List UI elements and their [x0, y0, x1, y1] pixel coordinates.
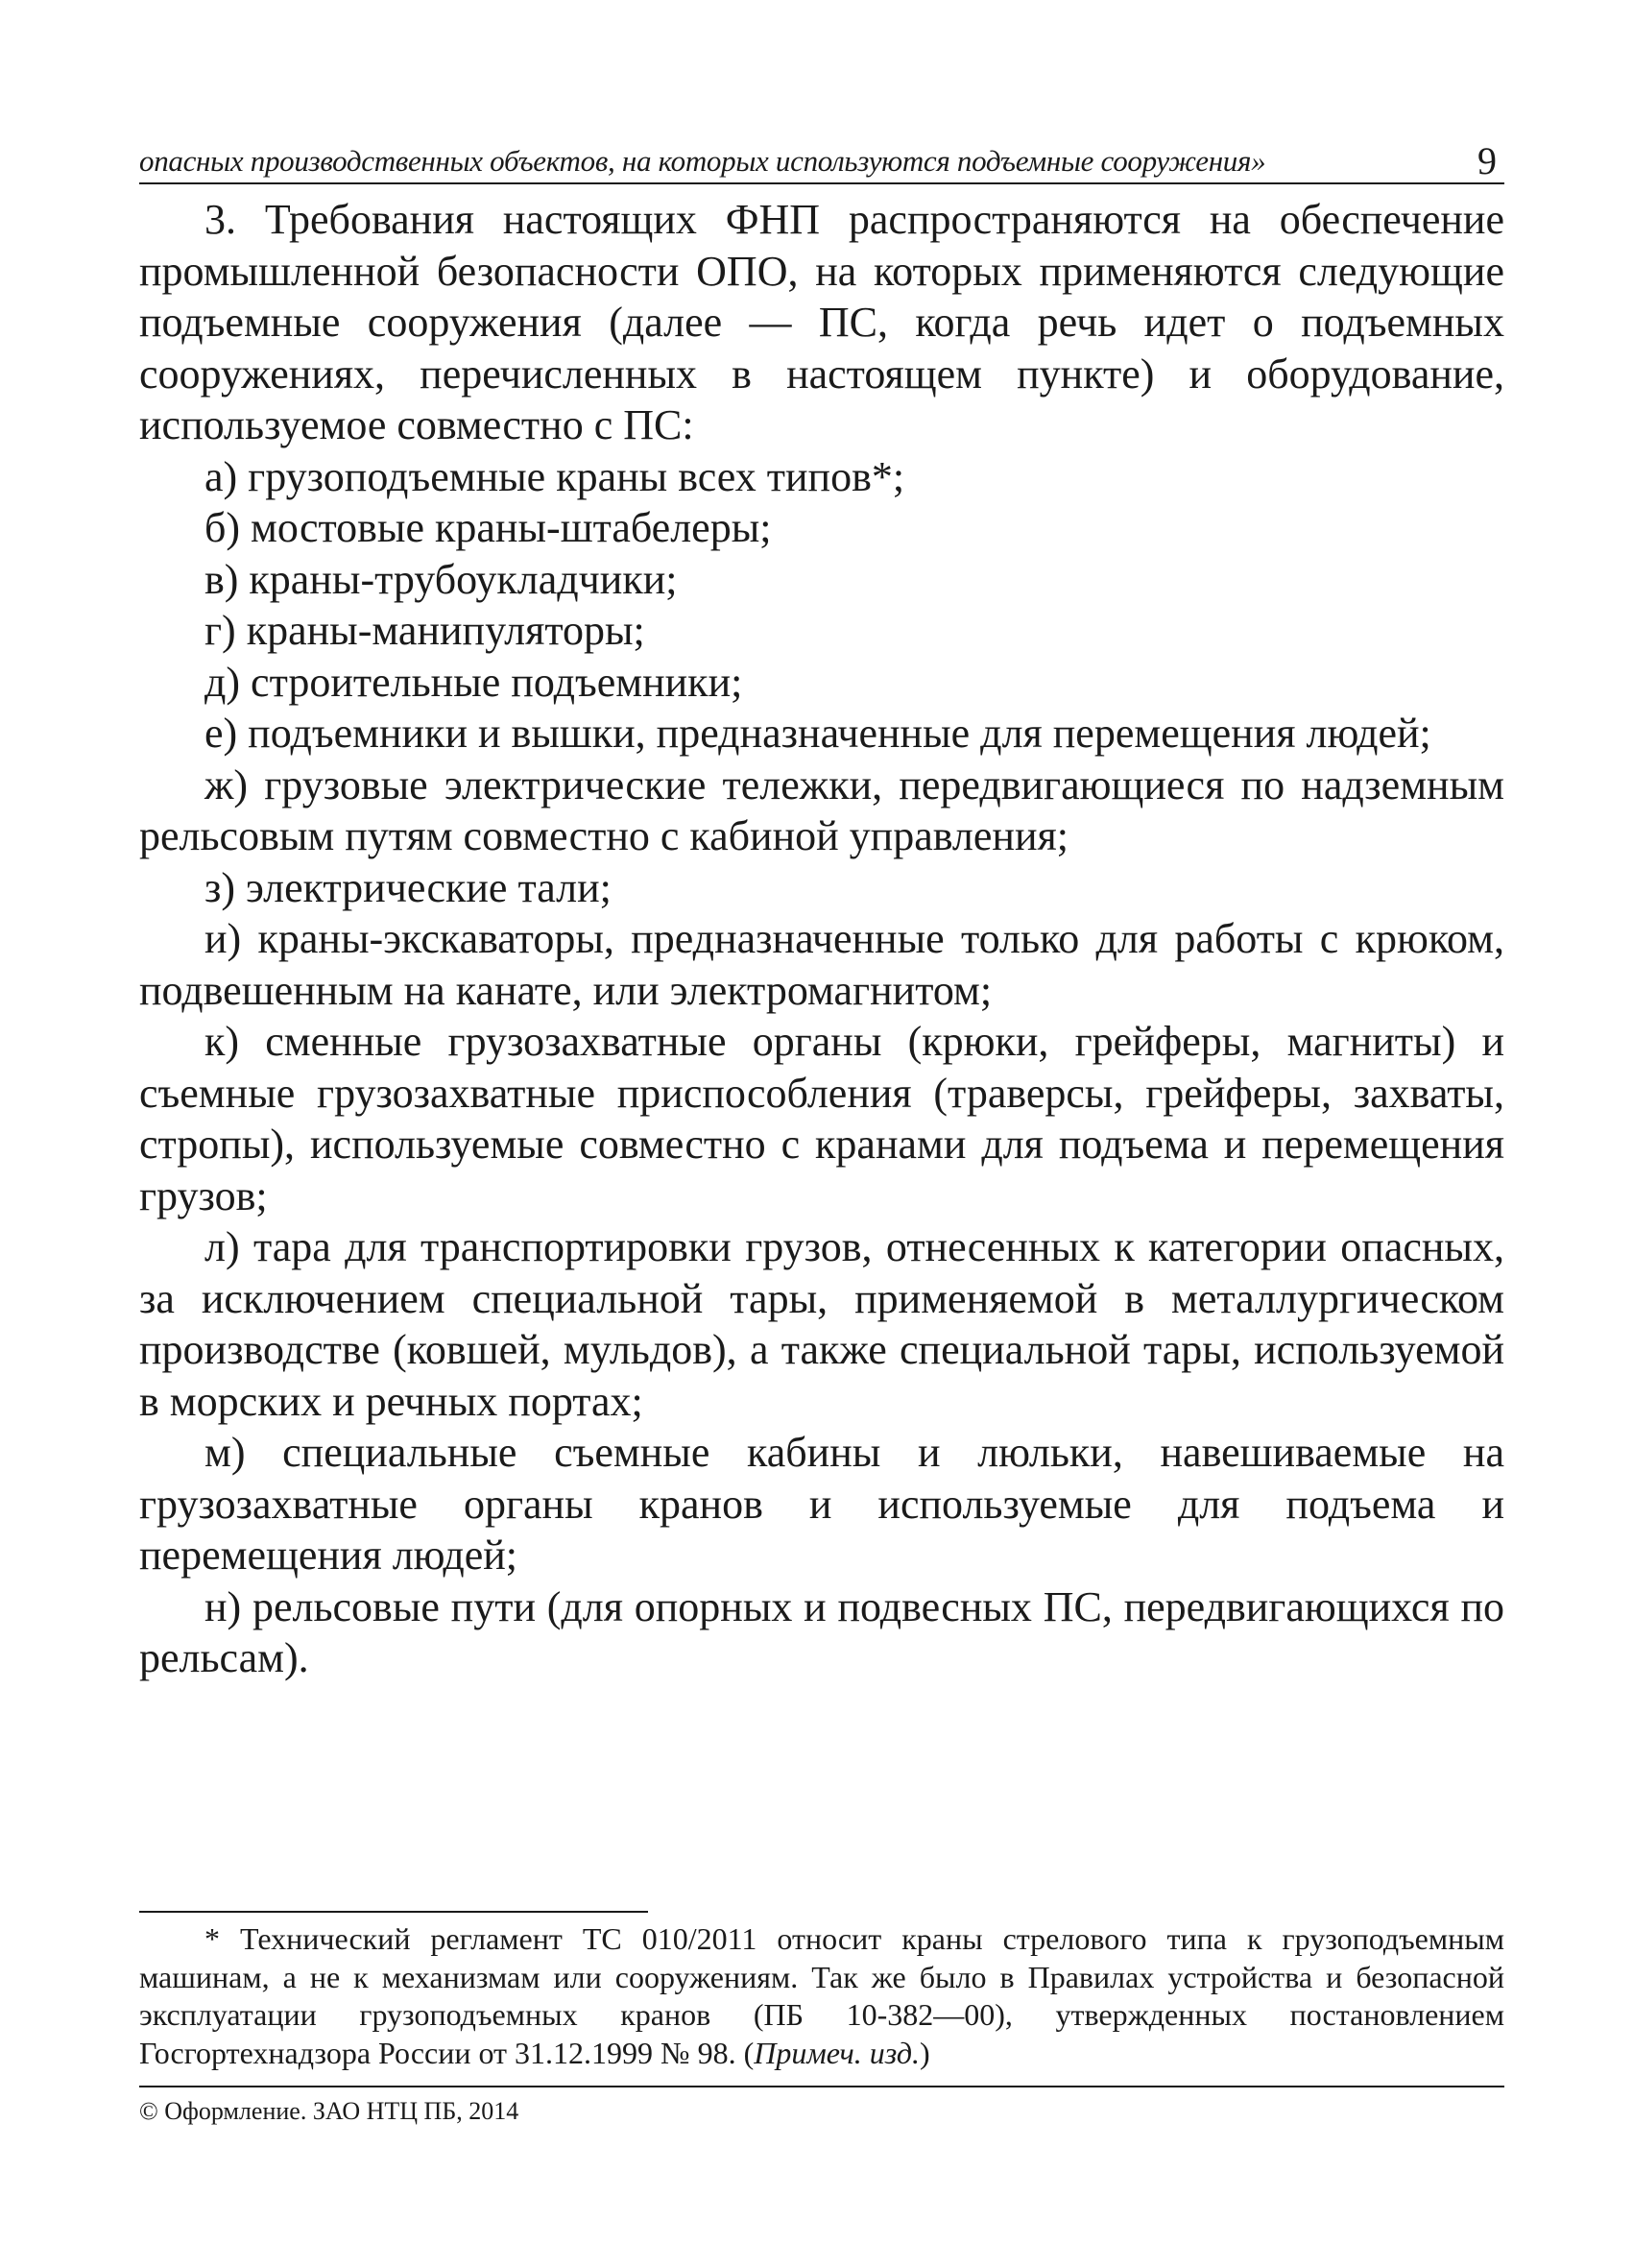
copyright-notice: © Оформление. ЗАО НТЦ ПБ, 2014 [139, 2097, 519, 2125]
footnote [139, 1920, 1504, 2072]
list-item-v: в) краны-трубоукладчики; [204, 555, 678, 603]
list-item-k: к) сменные грузозахватные органы (крюки, грейферы, магниты) и съемные грузозахватные приспособления (траверсы, грейферы, захваты, стропы), используемые совместно с кранами для подъема и перемещения грузов; [139, 1018, 1504, 1219]
list-item-n: н) рельсовые пути (для опорных и подвесных ПС, передвигающихся по рельсам). [139, 1582, 1504, 1681]
list-item-z: з) электрические тали; [204, 863, 612, 911]
paragraph-intro: 3. Требования настоящих ФНП распространяются на обеспечение промышленной безопасности ОПО, на которых применяются следующие подъемные сооружения (далее — ПС, когда речь идет о подъемных сооружениях, перечисленных в настоящем пункте) и оборудование, используемое совместно с ПС: [139, 196, 1504, 448]
list-item-i: и) краны-экскаваторы, предназначенные только для работы с крюком, подвешенным на канате, или электромагнитом; [139, 915, 1504, 1014]
list-item-a: а) грузоподъемные краны всех типов*; [204, 452, 905, 500]
running-header [139, 139, 1504, 184]
list-item-e: е) подъемники и вышки, предназначенные для перемещения людей; [204, 710, 1431, 757]
footnote-editor-note: Примеч. изд. [754, 2035, 921, 2070]
list-item-l: л) тара для транспортировки грузов, отнесенных к категории опасных, за исключением специальной тары, применяемой в металлургическом производстве (ковшей, мульдов), а также специальной тары, используемой в морских и речных портах; [139, 1223, 1504, 1425]
list-item-g: г) краны-манипуляторы; [204, 607, 645, 654]
list-item-d: д) строительные подъемники; [204, 658, 743, 706]
list-item-b: б) мостовые краны-штабелеры; [204, 504, 772, 551]
footnote-text: * Технический регламент ТС 010/2011 относит краны стрелового типа к грузоподъемным машинам, а не к механизмам или сооружениям. Так же было в Правилах устройства и безопасной эксплуатации грузоподъемных кранов (ПБ 10-382—00), утвержденных постановлением Госгортехнадзора России от 31.12.1999 № 98. ( [139, 1921, 1504, 2070]
footnote-close: ) [920, 2035, 930, 2070]
bottom-divider [139, 2086, 1504, 2087]
list-item-m: м) специальные съемные кабины и люльки, навешиваемые на грузозахватные органы кранов и используемые для подъема и перемещения людей; [139, 1429, 1504, 1579]
page-number: 9 [1477, 139, 1497, 182]
list-item-zh: ж) грузовые электрические тележки, передвигающиеся по надземным рельсовым путям совместно с кабиной управления; [139, 760, 1504, 859]
footnote-divider [139, 1911, 648, 1913]
running-title: опасных производственных объектов, на которых используются подъемные сооружения» [139, 144, 1266, 178]
body-text [139, 194, 1504, 1684]
